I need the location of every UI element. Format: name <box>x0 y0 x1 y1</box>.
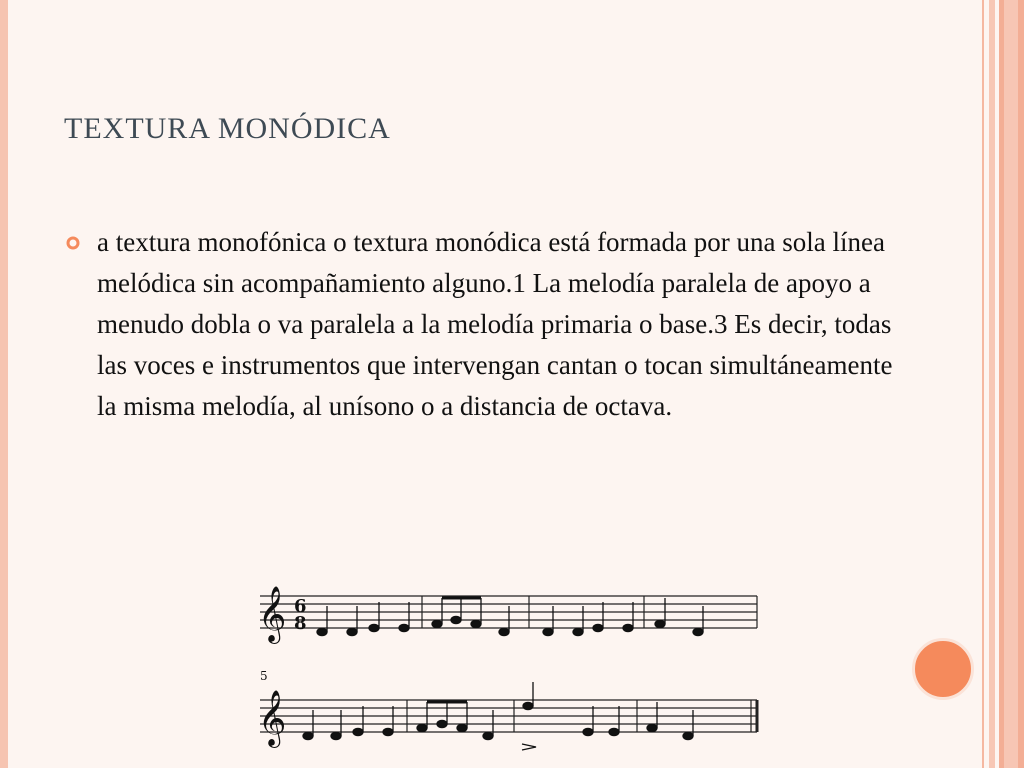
slide-title: TEXTURA MONÓDICA <box>64 112 391 145</box>
treble-clef-icon: 𝄞 <box>258 690 287 746</box>
measure-number: 5 <box>260 669 268 683</box>
music-score <box>252 572 772 752</box>
decorative-circle <box>912 638 974 700</box>
left-border-stripe <box>0 0 8 768</box>
bullet-ring-icon <box>66 236 80 250</box>
time-signature-bottom: 8 <box>294 613 307 634</box>
time-signature-top: 6 <box>294 596 307 617</box>
right-stripe-thin <box>982 0 984 768</box>
right-stripe-medium <box>989 0 995 768</box>
right-stripe-inner <box>1004 0 1018 768</box>
treble-clef-icon: 𝄞 <box>258 586 287 642</box>
bullet-paragraph: a textura monofónica o textura monódica está formada por una sola línea melódica sin acompañamiento alguno.1 La melodía paralela de apoyo a menudo dobla o va paralela a la melodía primaria o base.3 Es decir, todas las voces e instrumentos que intervengan cantan o tocan simultáneamente la misma melodía, al unísono o a distancia de octava. <box>97 227 893 421</box>
